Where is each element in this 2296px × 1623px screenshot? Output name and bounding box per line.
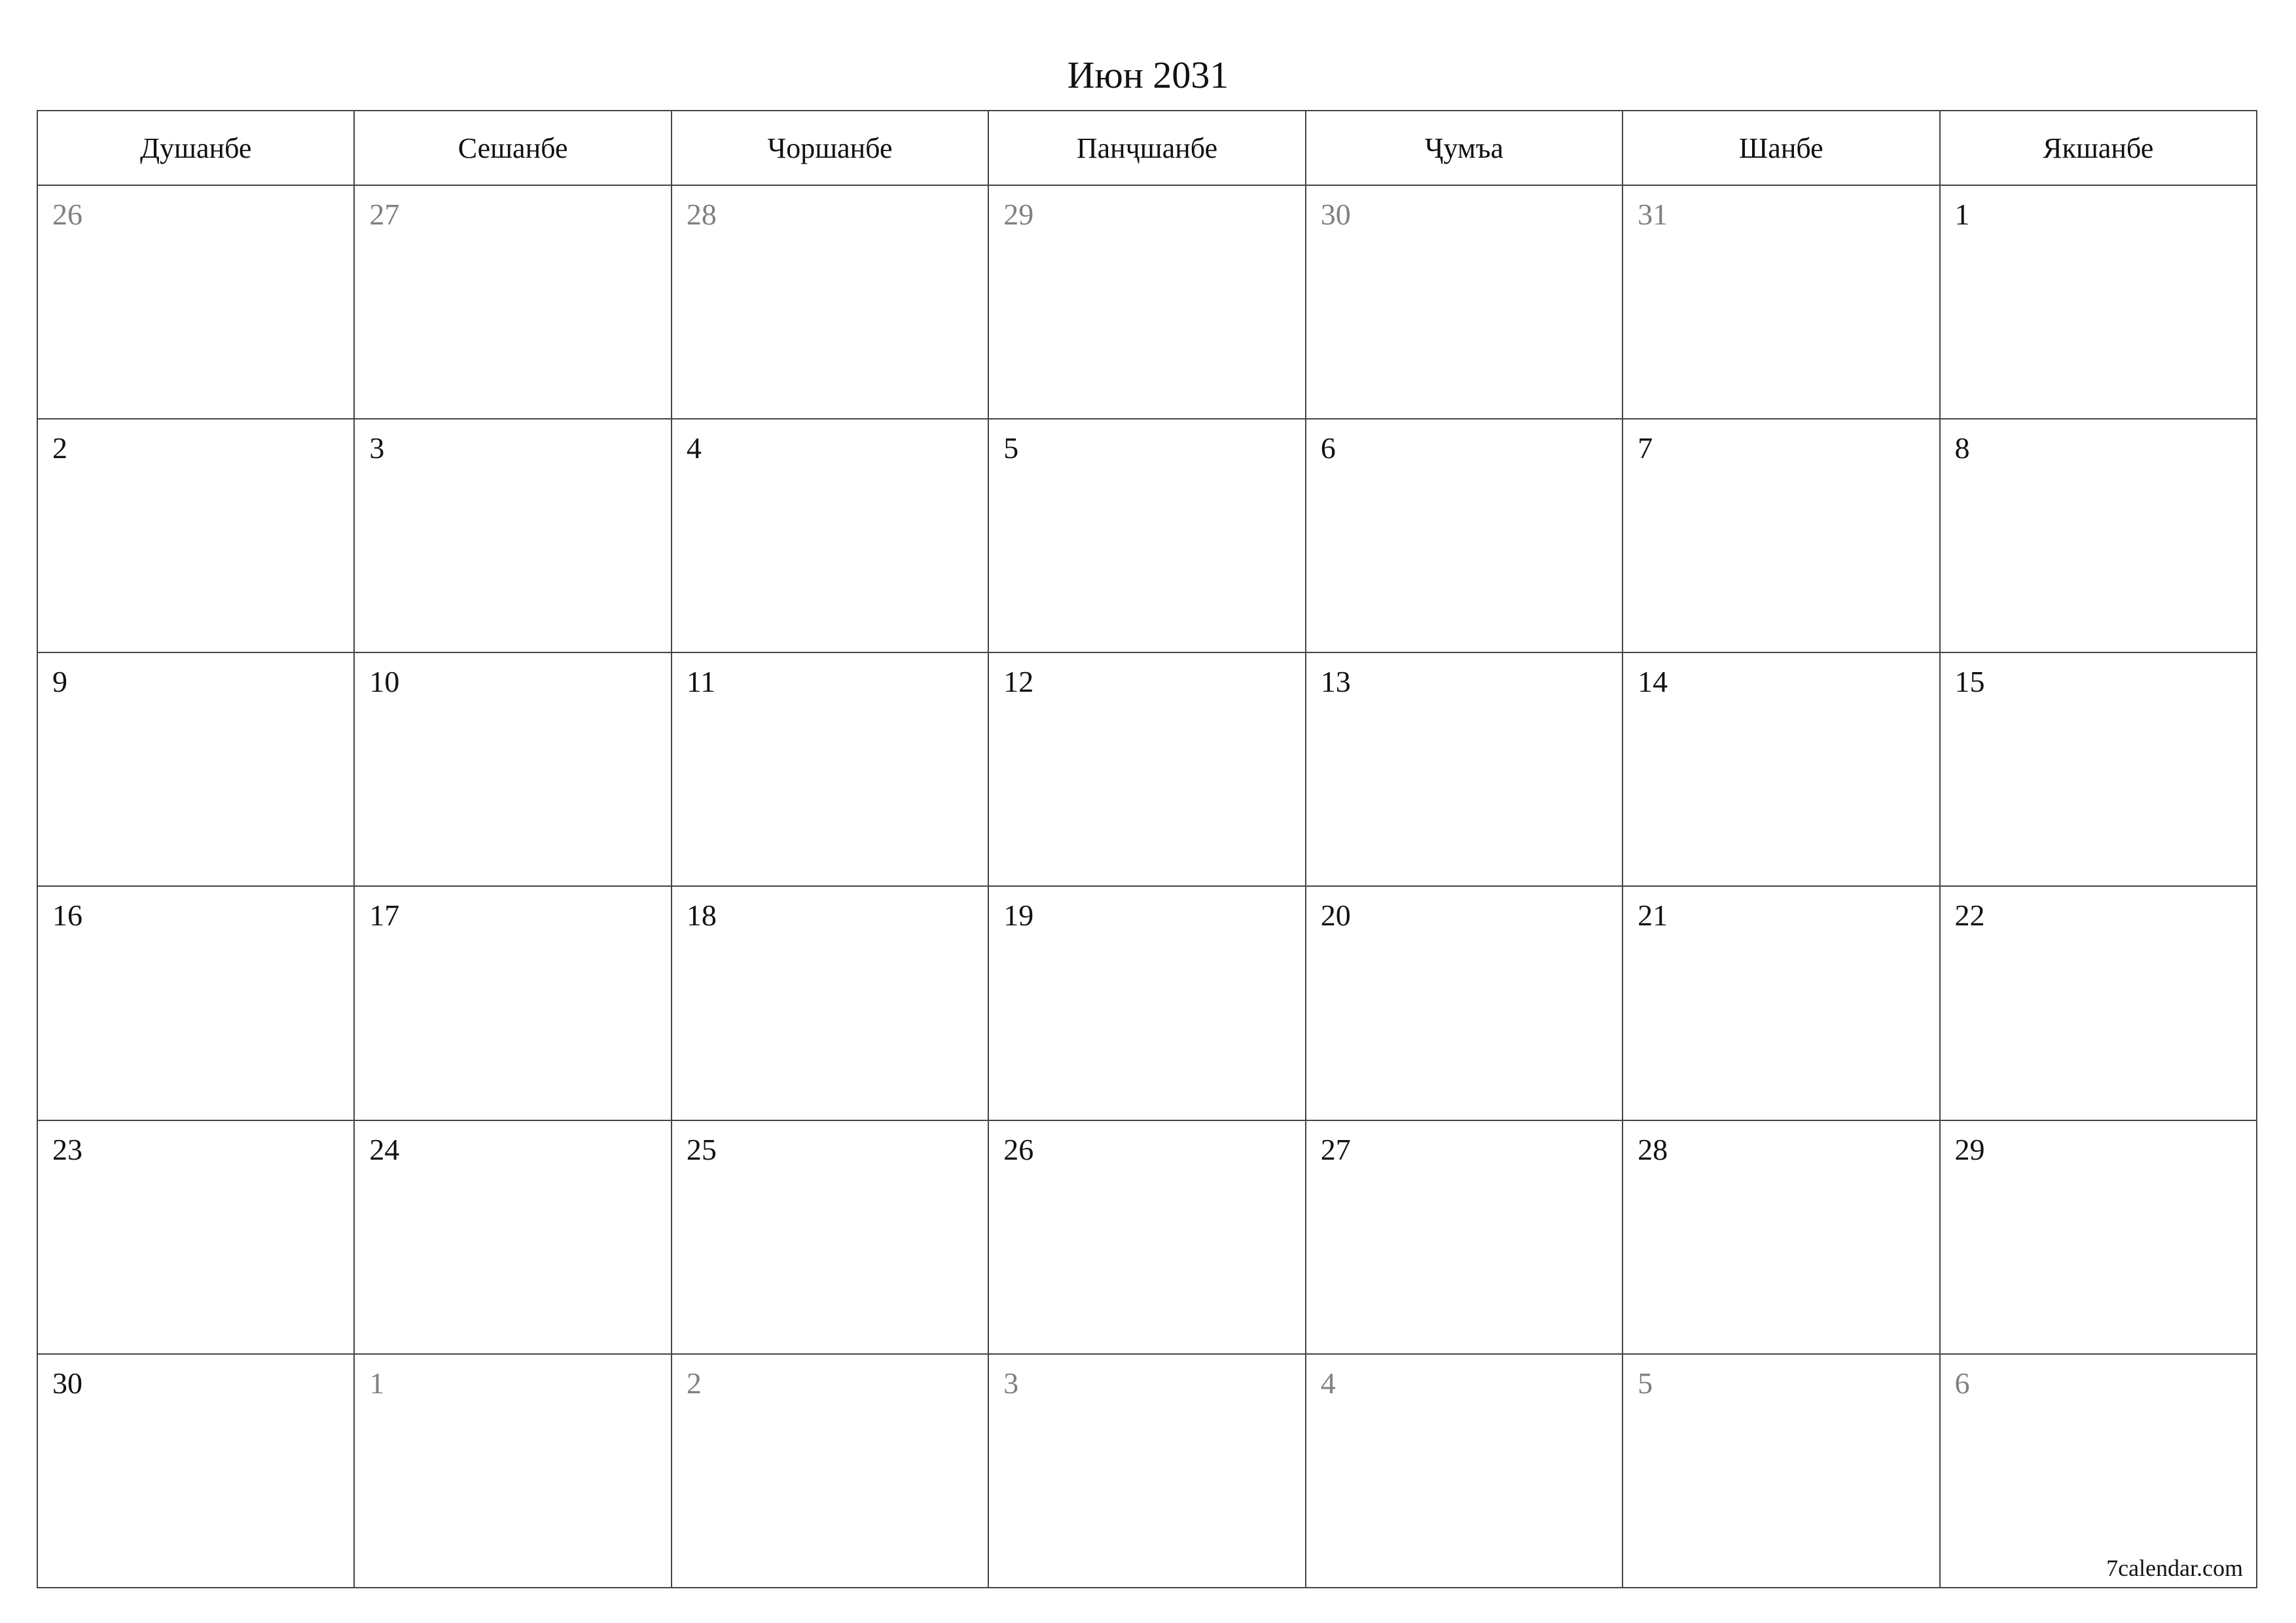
day-number: 29: [1954, 1132, 1985, 1166]
day-number-adjacent-month: 29: [1003, 198, 1034, 231]
day-cell: [37, 886, 354, 1120]
day-number-adjacent-month: 6: [1954, 1366, 1970, 1400]
day-cell: [354, 419, 671, 652]
day-cell: [1940, 1120, 2257, 1354]
day-number: 19: [1003, 899, 1034, 933]
day-number: 28: [1638, 1132, 1668, 1166]
day-cell: [1623, 652, 1939, 886]
day-cell: [1623, 419, 1939, 652]
day-number-adjacent-month: 2: [686, 1366, 702, 1400]
day-cell: [1940, 185, 2257, 419]
day-number: 9: [52, 665, 67, 699]
day-number: 26: [1003, 1132, 1034, 1166]
weekday-header: Якшанбе: [1940, 111, 2257, 185]
day-cell: [1940, 886, 2257, 1120]
day-number: 7: [1638, 431, 1653, 465]
day-cell: [1306, 1354, 1623, 1588]
day-cell: [988, 1354, 1305, 1588]
day-number: 30: [52, 1366, 82, 1400]
day-number: 3: [369, 431, 385, 465]
day-cell: [354, 886, 671, 1120]
day-cell: [1623, 1354, 1939, 1588]
day-number-adjacent-month: 27: [369, 198, 400, 231]
day-number: 14: [1638, 665, 1668, 699]
day-cell: [672, 419, 988, 652]
day-number: 24: [369, 1132, 400, 1166]
day-number: 22: [1954, 899, 1985, 933]
day-number-adjacent-month: 4: [1320, 1366, 1336, 1400]
day-cell: [37, 1120, 354, 1354]
weekday-header: Шанбе: [1623, 111, 1939, 185]
day-cell: [672, 1354, 988, 1588]
day-cell: [1940, 1354, 2257, 1588]
weekday-header: Чоршанбе: [672, 111, 988, 185]
weekday-header: Сешанбе: [354, 111, 671, 185]
day-number-adjacent-month: 5: [1638, 1366, 1653, 1400]
day-cell: [354, 1120, 671, 1354]
day-cell: [1940, 419, 2257, 652]
day-number-adjacent-month: 30: [1320, 198, 1351, 231]
day-cell: [672, 1120, 988, 1354]
day-number-adjacent-month: 1: [369, 1366, 385, 1400]
day-number-adjacent-month: 3: [1003, 1366, 1019, 1400]
day-number: 6: [1320, 431, 1336, 465]
week-row: [37, 185, 2257, 419]
week-row: [37, 419, 2257, 652]
week-row: [37, 886, 2257, 1120]
day-number: 5: [1003, 431, 1019, 465]
day-number: 10: [369, 665, 400, 699]
day-cell: [1623, 1120, 1939, 1354]
week-row: [37, 652, 2257, 886]
day-number: 11: [686, 665, 716, 699]
day-number: 4: [686, 431, 702, 465]
day-number: 18: [686, 899, 717, 933]
calendar-grid: [37, 110, 2257, 1588]
weekday-header: Ҷумъа: [1306, 111, 1623, 185]
day-number: 2: [52, 431, 67, 465]
day-cell: [37, 1354, 354, 1588]
day-cell: [672, 185, 988, 419]
week-row: [37, 1354, 2257, 1588]
day-number: 1: [1954, 198, 1970, 231]
day-number: 15: [1954, 665, 1985, 699]
day-cell: [672, 652, 988, 886]
weekday-header: Душанбе: [37, 111, 354, 185]
day-number: 13: [1320, 665, 1351, 699]
day-cell: [1306, 419, 1623, 652]
day-number: 25: [686, 1132, 717, 1166]
day-cell: [37, 419, 354, 652]
day-number-adjacent-month: 28: [686, 198, 717, 231]
weekday-header-row: [37, 111, 2257, 185]
day-number: 16: [52, 899, 82, 933]
day-number: 17: [369, 899, 400, 933]
day-cell: [1940, 652, 2257, 886]
day-cell: [1623, 185, 1939, 419]
day-cell: [988, 419, 1305, 652]
day-cell: [354, 1354, 671, 1588]
day-number-adjacent-month: 31: [1638, 198, 1668, 231]
calendar-body: [37, 185, 2257, 1588]
week-row: [37, 1120, 2257, 1354]
day-cell: [988, 652, 1305, 886]
day-cell: [1623, 886, 1939, 1120]
day-cell: [1306, 886, 1623, 1120]
day-cell: [354, 652, 671, 886]
page-title: Июн 2031: [1067, 54, 1229, 96]
day-cell: [988, 1120, 1305, 1354]
weekday-header: Панҷшанбе: [988, 111, 1305, 185]
day-number: 20: [1320, 899, 1351, 933]
day-cell: [672, 886, 988, 1120]
day-number: 21: [1638, 899, 1668, 933]
day-number: 27: [1320, 1132, 1351, 1166]
day-cell: [1306, 652, 1623, 886]
day-number: 23: [52, 1132, 82, 1166]
watermark-text: 7calendar.com: [2106, 1555, 2243, 1581]
day-cell: [1306, 185, 1623, 419]
day-number-adjacent-month: 26: [52, 198, 82, 231]
day-cell: [354, 185, 671, 419]
day-cell: [37, 652, 354, 886]
day-cell: [988, 185, 1305, 419]
day-cell: [1306, 1120, 1623, 1354]
day-number: 12: [1003, 665, 1034, 699]
day-number: 8: [1954, 431, 1970, 465]
day-cell: [37, 185, 354, 419]
day-cell: [988, 886, 1305, 1120]
